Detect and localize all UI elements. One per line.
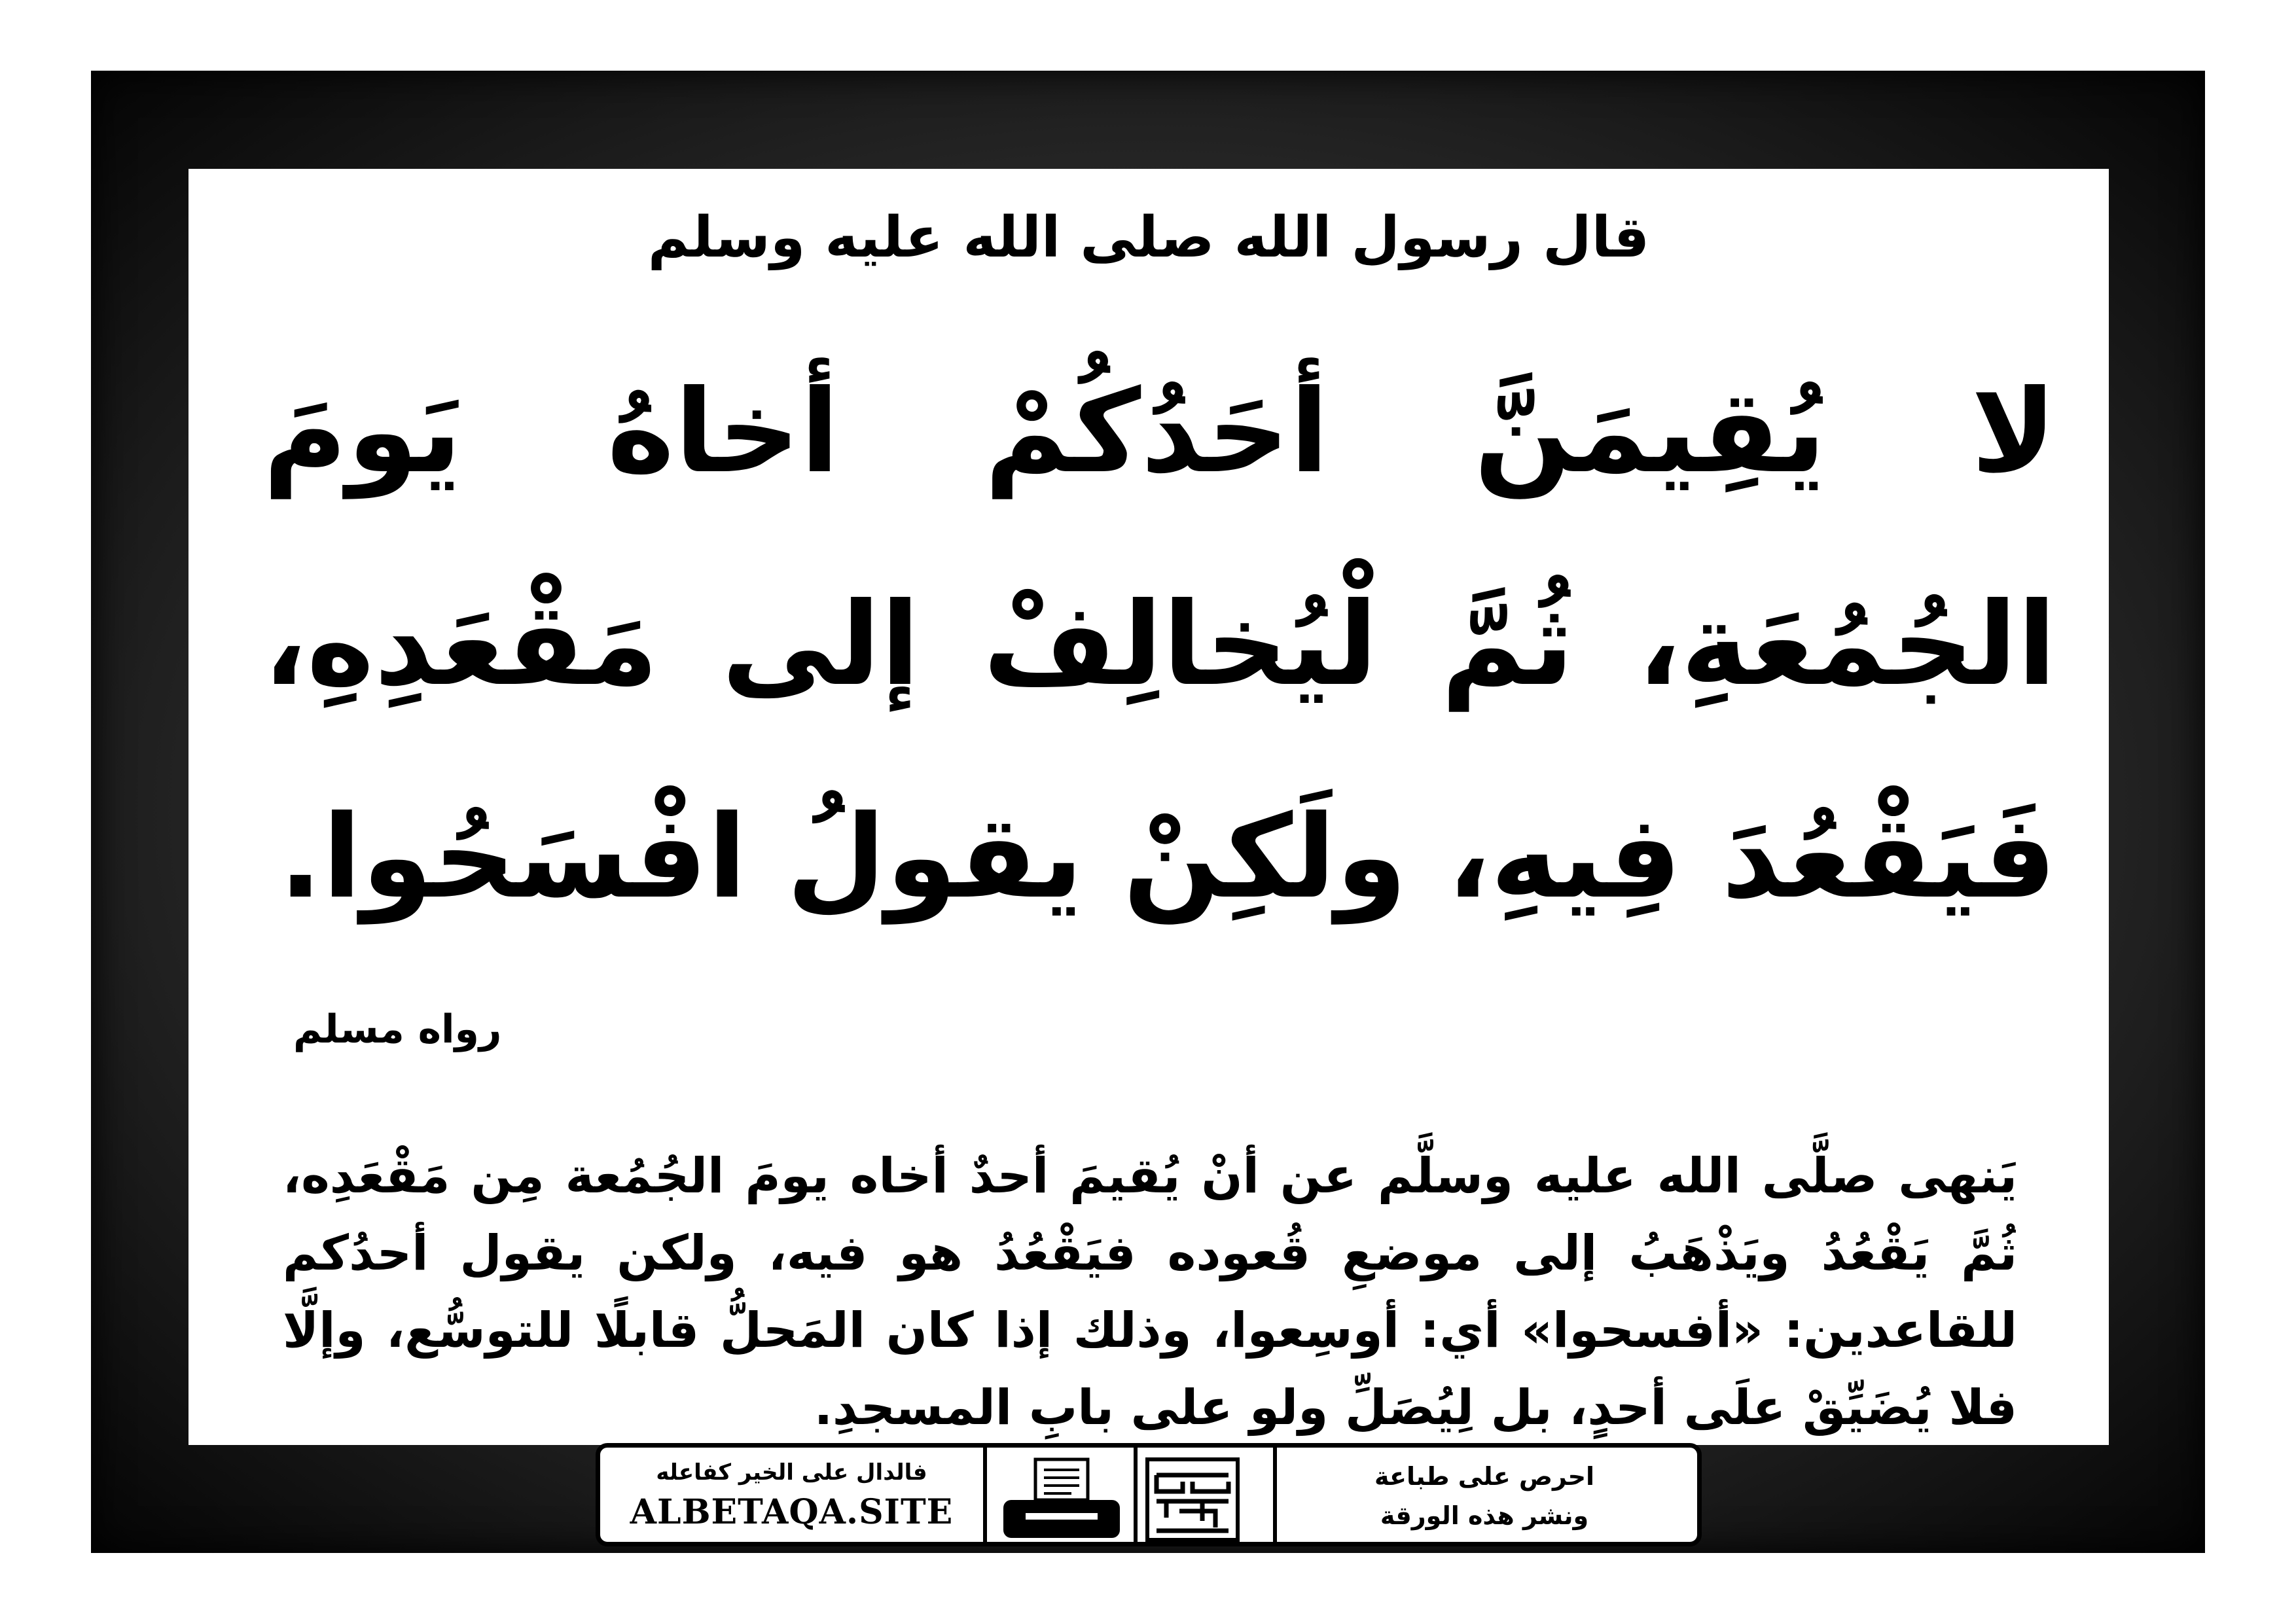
footer-print-note [1272,1448,1697,1542]
footer-divider [1134,1448,1138,1542]
hadith-explanation: يَنهى صلَّى الله عليه وسلَّم عن أنْ يُقيمَ أحدٌ أخاه يومَ الجُمُعة مِن مَقْعَدِه، ثُمَّ يَقْعُدُ ويَذْهَبُ إلى موضعِ قُعوده فيَقْعُدُ هو فيه، ولكن يقول أحدُكم للقاعدين: «أفسحوا» أي: أوسِعوا، وذلك إذا كان المَحلُّ قابلًا للتوسُّع، وإلَّا فلا يُضَيِّقْ علَى أحدٍ، بل لِيُصَلِّ ولو على بابِ المسجدِ. [283,1148,2017,1436]
calligraphy-logo [1143,1455,1242,1544]
intro-line: قال رسول الله صلى الله عليه وسلم [647,205,1650,270]
footer-bar [596,1443,1702,1546]
printer-icon [999,1457,1124,1542]
hadith-text: لا يُقِيمَنَّ أحَدُكُمْ أخاهُ يَومَ الجُمُعَةِ، ثُمَّ لْيُخالِفْ إلى مَقْعَدِهِ، فَيَقْعُدَ فِيهِ، ولَكِنْ يقولُ افْسَحُوا. [263,366,2056,924]
footer-site-block [600,1448,983,1542]
footer-site-link[interactable]: ALBETAQA.SITE [630,1492,954,1532]
footer-note-line1: احرص على طباعة [1374,1462,1595,1491]
hadith-source: رواه مسلم [293,1007,502,1052]
footer-tagline: فالدال على الخير كفاعله [656,1459,927,1486]
footer-note-line2: ونشر هذه الورقة [1380,1501,1589,1530]
footer-divider [983,1448,987,1542]
hadith-card [188,169,2109,1445]
